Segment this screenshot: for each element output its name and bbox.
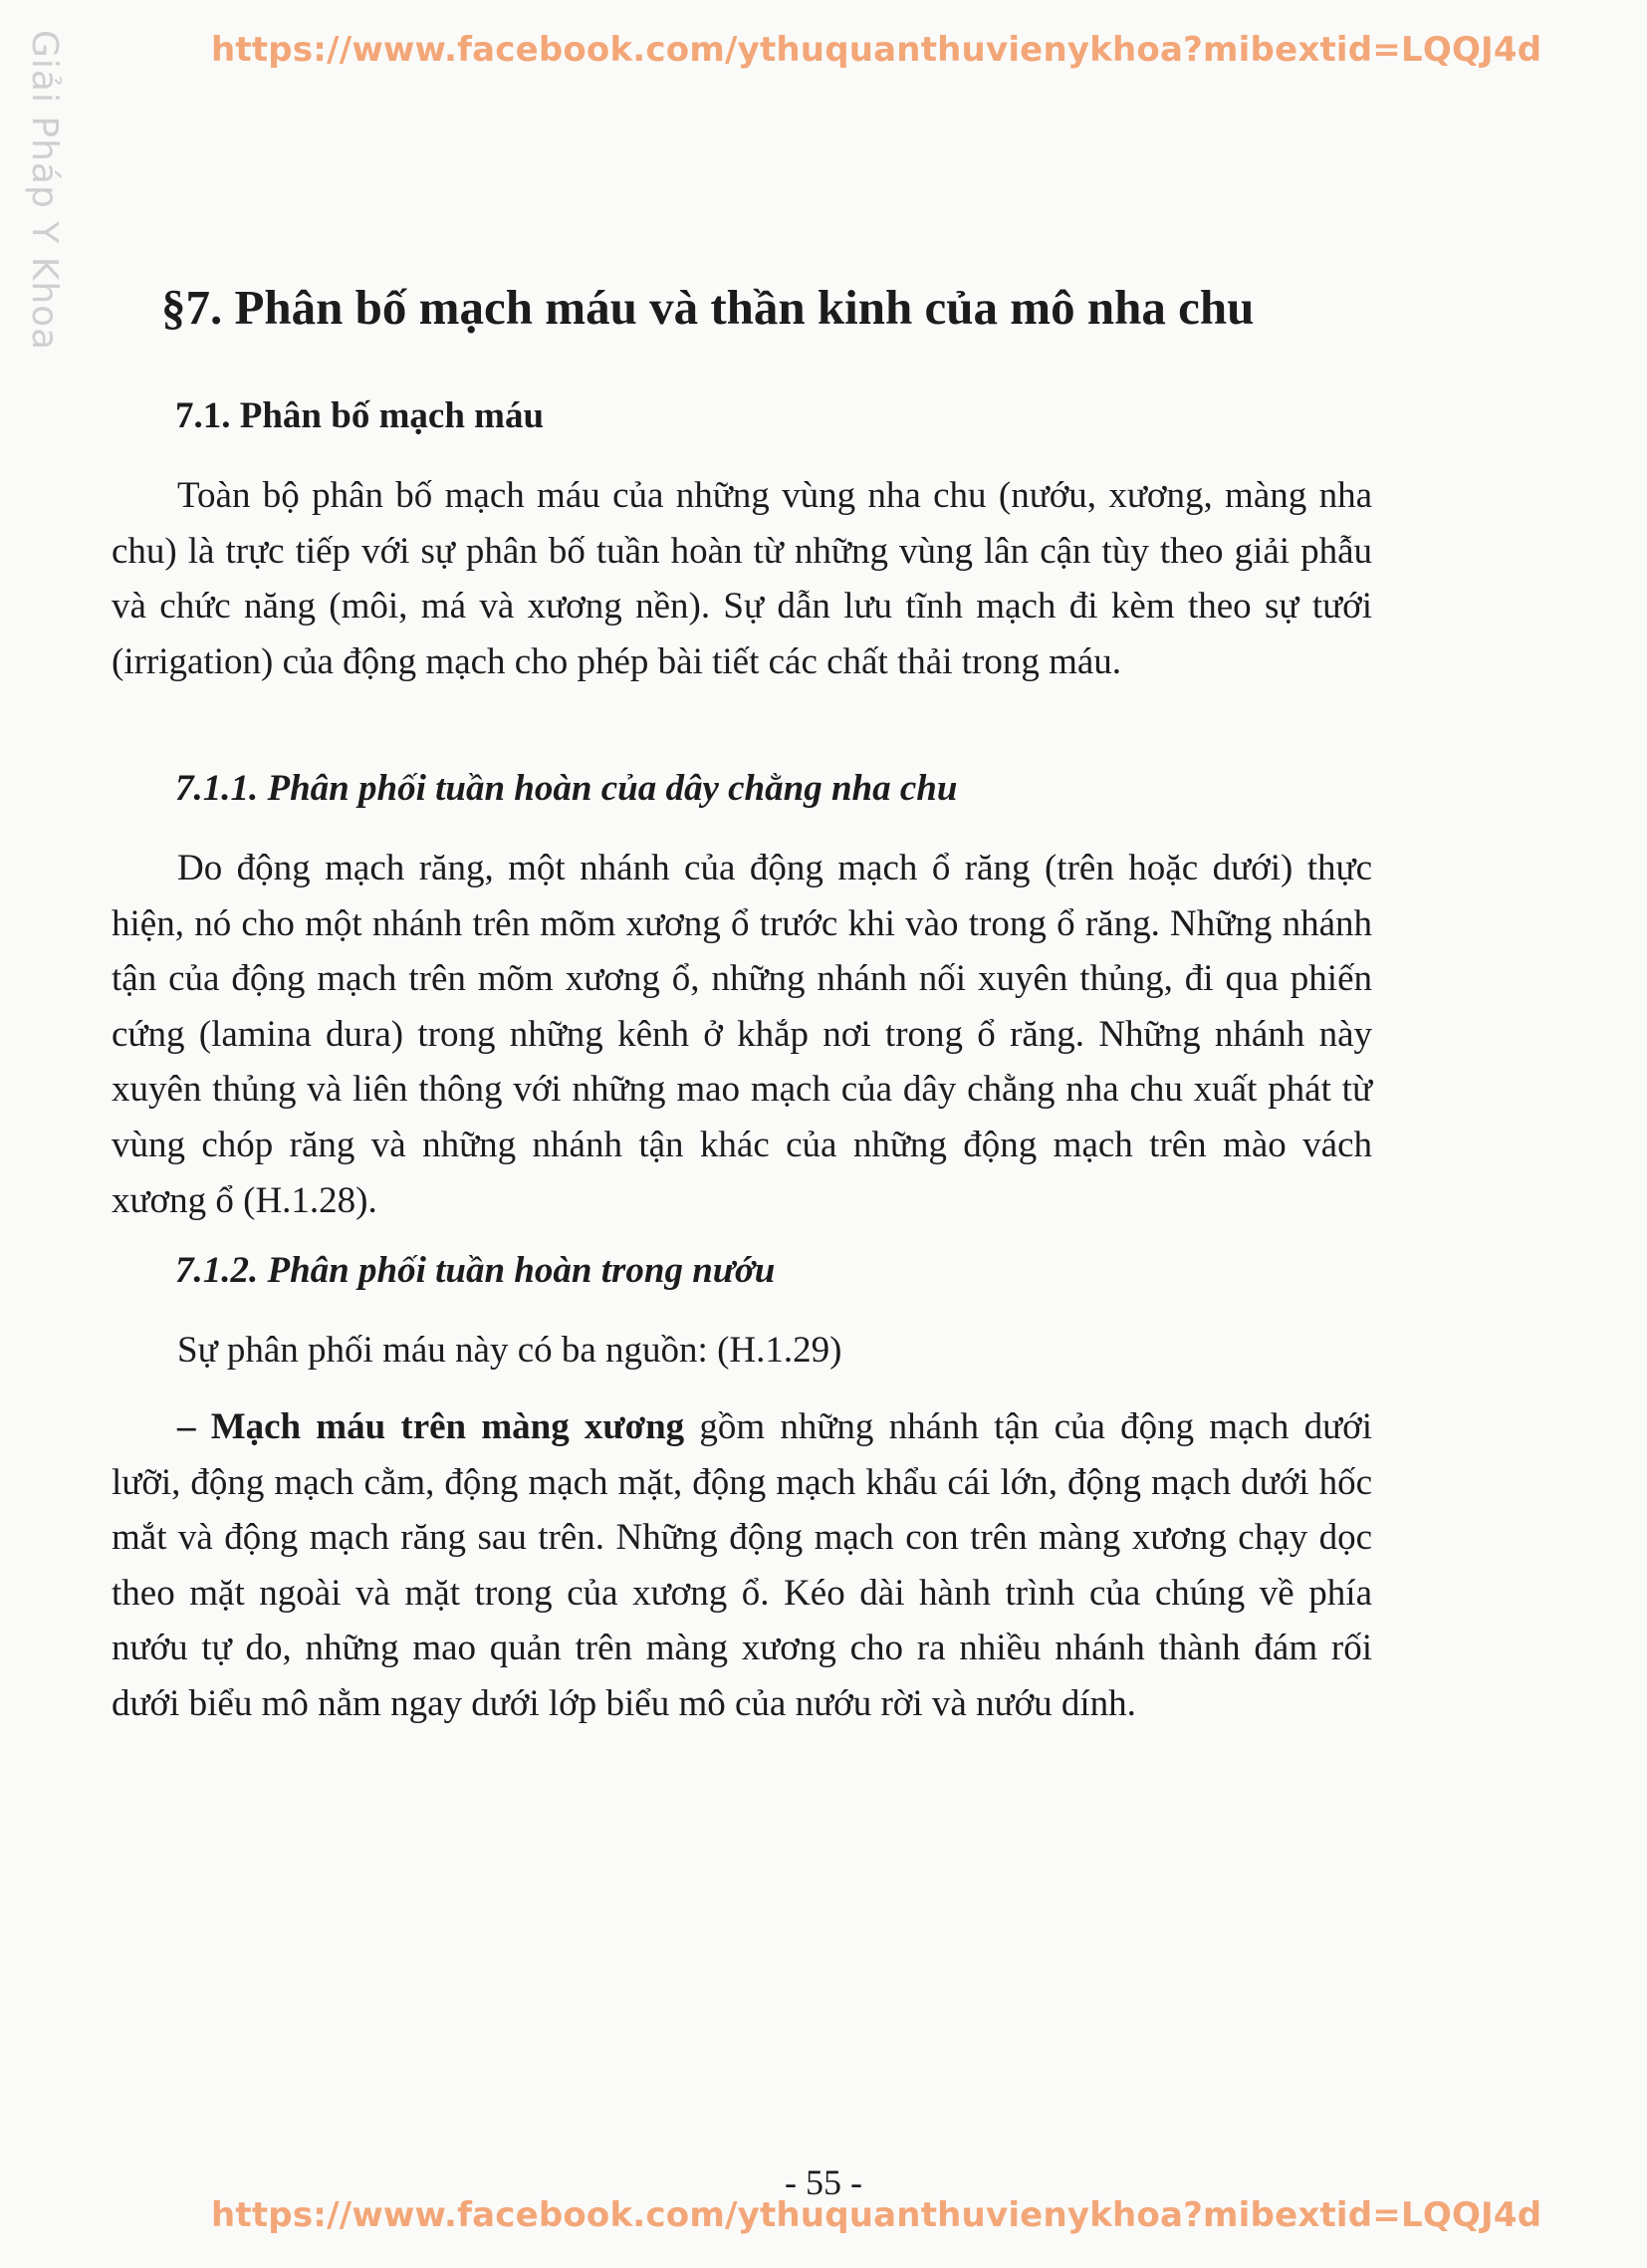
- section-7-1-2-intro: Sự phân phối máu này có ba nguồn: (H.1.29): [177, 1330, 842, 1371]
- page-number: - 55 -: [785, 2162, 862, 2202]
- section-7-1-1-paragraph: Do động mạch răng, một nhánh của động mạch ổ răng (trên hoặc dưới) thực hiện, nó cho một nhánh trên mõm xương ổ trước khi vào trong ổ răng. Những nhánh tận của động mạch trên mõm xương ổ, những nhánh nối xuyên thủng, đi qua phiến cứng (lamina dura) trong những kênh ở khắp nơi trong ổ răng. Những nhánh này xuyên thủng và liên thông với những mao mạch của dây chằng nha chu xuất phát từ vùng chóp răng và những nhánh tận khác của những động mạch trên mào vách xương ổ (H.1.28).: [112, 848, 1372, 1221]
- section-title-7-1-2: 7.1.2. Phân phối tuần hoàn trong nướu: [175, 1250, 776, 1291]
- chapter-heading: §7. Phân bố mạch máu và thần kinh của mô nha chu: [161, 280, 1255, 335]
- section-title-7-1-1: 7.1.1. Phân phối tuần hoàn của dây chằng nha chu: [175, 768, 958, 809]
- side-watermark-label: Giải Pháp Y Khoa: [24, 30, 65, 352]
- watermark-url-top[interactable]: https://www.facebook.com/ythuquanthuvienykhoa?mibextid=LQQJ4d: [211, 30, 1542, 70]
- watermark-url-bottom[interactable]: https://www.facebook.com/ythuquanthuvienykhoa?mibextid=LQQJ4d: [211, 2195, 1542, 2235]
- item-lead-bold: – Mạch máu trên màng xương: [177, 1406, 685, 1447]
- section-7-1-paragraph: Toàn bộ phân bố mạch máu của những vùng nha chu (nướu, xương, màng nha chu) là trực tiếp với sự phân bố tuần hoàn từ những vùng lân cận tùy theo giải phẫu và chức năng (môi, má và xương nền). Sự dẫn lưu tĩnh mạch đi kèm theo sự tưới (irrigation) của động mạch cho phép bài tiết các chất thải trong máu.: [112, 475, 1372, 682]
- section-7-1-2-item: [112, 1399, 1372, 1732]
- section-title-7-1: 7.1. Phân bố mạch máu: [175, 395, 545, 436]
- item-body-text: gồm những nhánh tận của động mạch dưới lưỡi, động mạch cằm, động mạch mặt, động mạch khẩu cái lớn, động mạch dưới hốc mắt và động mạch răng sau trên. Những động mạch con trên màng xương chạy dọc theo mặt ngoài và mặt trong của xương ổ. Kéo dài hành trình của chúng về phía nướu tự do, những mao quản trên màng xương cho ra nhiều nhánh thành đám rối dưới biểu mô nằm ngay dưới lớp biểu mô của nướu rời và nướu dính.: [112, 1406, 1372, 1724]
